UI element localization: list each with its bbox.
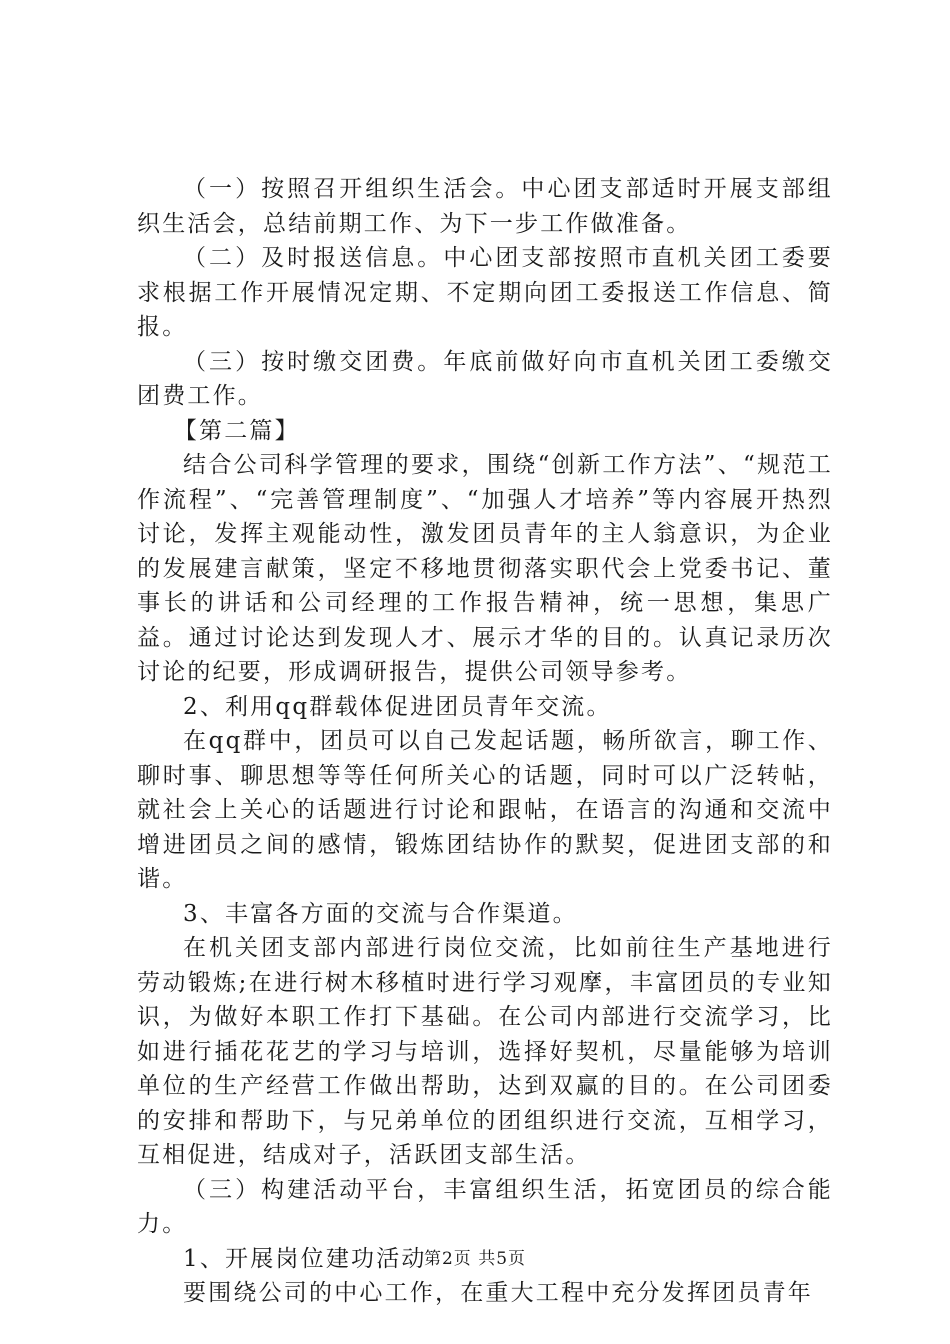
paragraph-6: 2、利用qq群载体促进团员青年交流。	[183, 693, 612, 720]
paragraph-10: （三）构建活动平台，丰富组织生活，拓宽团员的综合能力。	[137, 1176, 833, 1237]
paragraph-11: 1、开展岗位建功活动	[183, 1245, 427, 1272]
page-footer: 第2页 共5页	[423, 1249, 527, 1269]
paragraph-1: （一）按照召开组织生活会。中心团支部适时开展支部组织生活会，总结前期工作、为下一步工作做准备。	[137, 176, 833, 237]
paragraph-7: 在qq群中，团员可以自己发起话题，畅所欲言，聊工作、聊时事、聊思想等等任何所关心的话题，同时可以广泛转帖，就社会上关心的话题进行讨论和跟帖，在语言的沟通和交流中增进团员之间的感情，锻炼团结协作的默契，促进团支部的和谐。	[137, 728, 833, 892]
paragraph-8: 3、丰富各方面的交流与合作渠道。	[183, 900, 578, 927]
paragraph-12: 要围绕公司的中心工作，在重大工程中充分发挥团员青年	[183, 1280, 813, 1306]
paragraph-3: （三）按时缴交团费。年底前做好向市直机关团工委缴交团费工作。	[137, 348, 833, 409]
paragraph-5: 结合公司科学管理的要求，围绕“创新工作方法”、“规范工作流程”、“完善管理制度”、“加强人才培养”等内容展开热烈讨论，发挥主观能动性，激发团员青年的主人翁意识，为企业的发展建言献策，坚定不移地贯彻落实职代会上党委书记、董事长的讲话和公司经理的工作报告精神，统一思想，集思广益。通过讨论达到发现人才、展示才华的目的。认真记录历次讨论的纪要，形成调研报告，提供公司领导参考。	[137, 452, 833, 685]
paragraph-9: 在机关团支部内部进行岗位交流，比如前往生产基地进行劳动锻炼;在进行树木移植时进行学习观摩，丰富团员的专业知识，为做好本职工作打下基础。在公司内部进行交流学习，比如进行插花花艺的学习与培训，选择好契机，尽量能够为培训单位的生产经营工作做出帮助，达到双赢的目的。在公司团委的安排和帮助下，与兄弟单位的团组织进行交流，互相学习，互相促进，结成对子，活跃团支部生活。	[137, 935, 833, 1168]
document-body	[137, 172, 833, 1311]
section-heading: 【第二篇】	[173, 417, 300, 444]
paragraph-2: （二）及时报送信息。中心团支部按照市直机关团工委要求根据工作开展情况定期、不定期向团工委报送工作信息、简报。	[137, 245, 833, 340]
